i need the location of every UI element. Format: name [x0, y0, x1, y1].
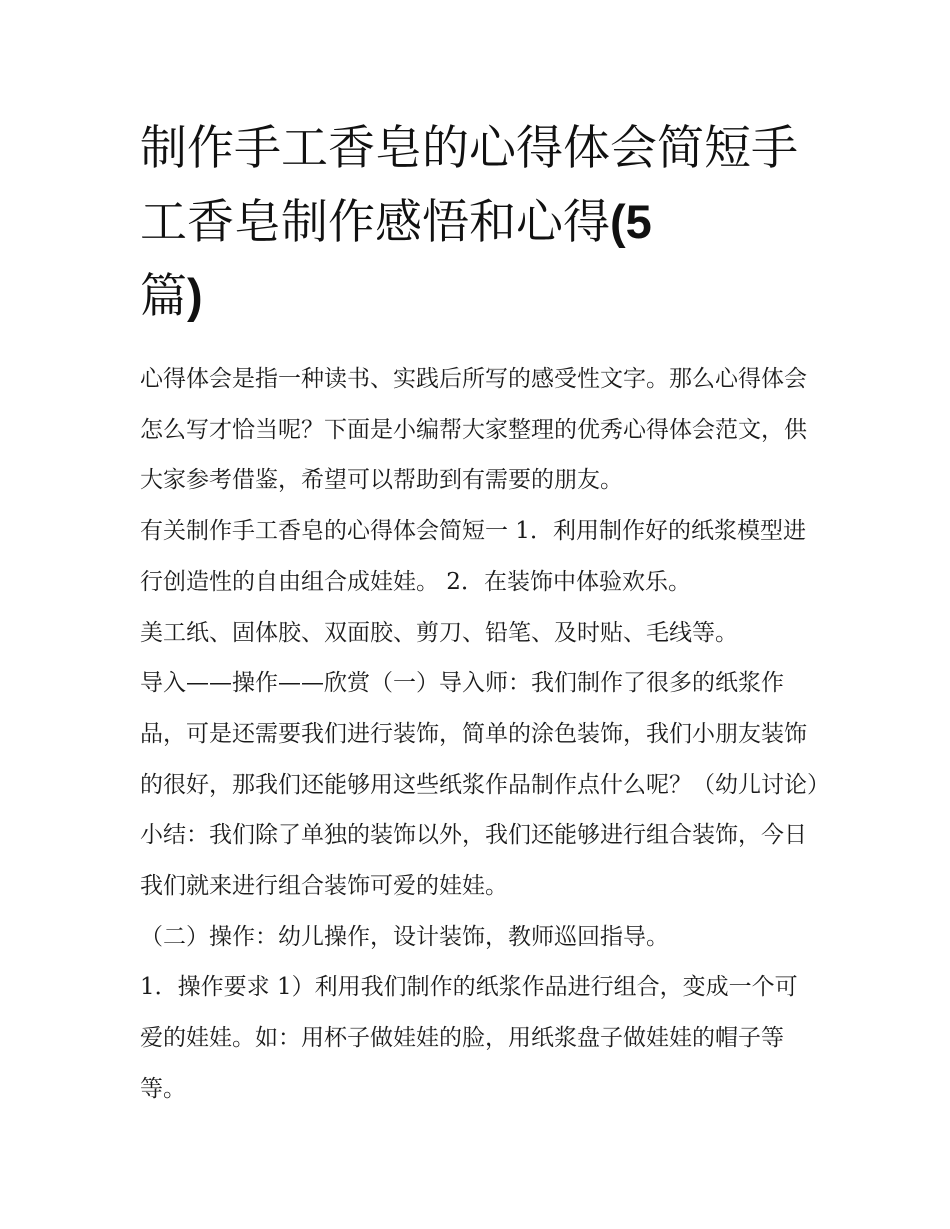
paragraph-requirements: 1．操作要求 1）利用我们制作的纸浆作品进行组合，变成一个可爱的娃娃。如：用杯子做娃娃的脸，用纸浆盘子做娃娃的帽子等等。 — [140, 974, 798, 1102]
paragraph-intro: 心得体会是指一种读书、实践后所写的感受性文字。那么心得体会怎么写才恰当呢？下面是小编帮大家整理的优秀心得体会范文，供大家参考借鉴，希望可以帮助到有需要的朋友。 — [140, 366, 807, 494]
title-count-word: 篇 — [140, 269, 187, 324]
paragraph-objectives: 有关制作手工香皂的心得体会简短一 1．利用制作好的纸浆模型进行创造性的自由组合成娃娃。 2．在装饰中体验欢乐。 — [140, 518, 806, 595]
title-count-open: (5 — [610, 195, 652, 248]
title-count-close: ) — [187, 269, 203, 322]
paragraph-introduction: 导入——操作——欣赏（一）导入师：我们制作了很多的纸浆作品，可是还需要我们进行装饰，简单的涂色装饰，我们小朋友装饰的很好，那我们还能够用这些纸浆作品制作点什么呢？（幼儿讨论）小结：我们除了单独的装饰以外，我们还能够进行组合装饰，今日我们就来进行组合装饰可爱的娃娃。 — [140, 670, 819, 900]
title-text: 制作手工香皂的心得体会简短手工香皂制作感悟和心得 — [140, 121, 798, 250]
document-title — [140, 112, 820, 333]
paragraph-materials: 美工纸、固体胶、双面胶、剪刀、铅笔、及时贴、毛线等。 — [140, 619, 738, 646]
document-body — [140, 354, 820, 1115]
paragraph-operation: （二）操作：幼儿操作，设计装饰，教师巡回指导。 — [140, 923, 669, 950]
